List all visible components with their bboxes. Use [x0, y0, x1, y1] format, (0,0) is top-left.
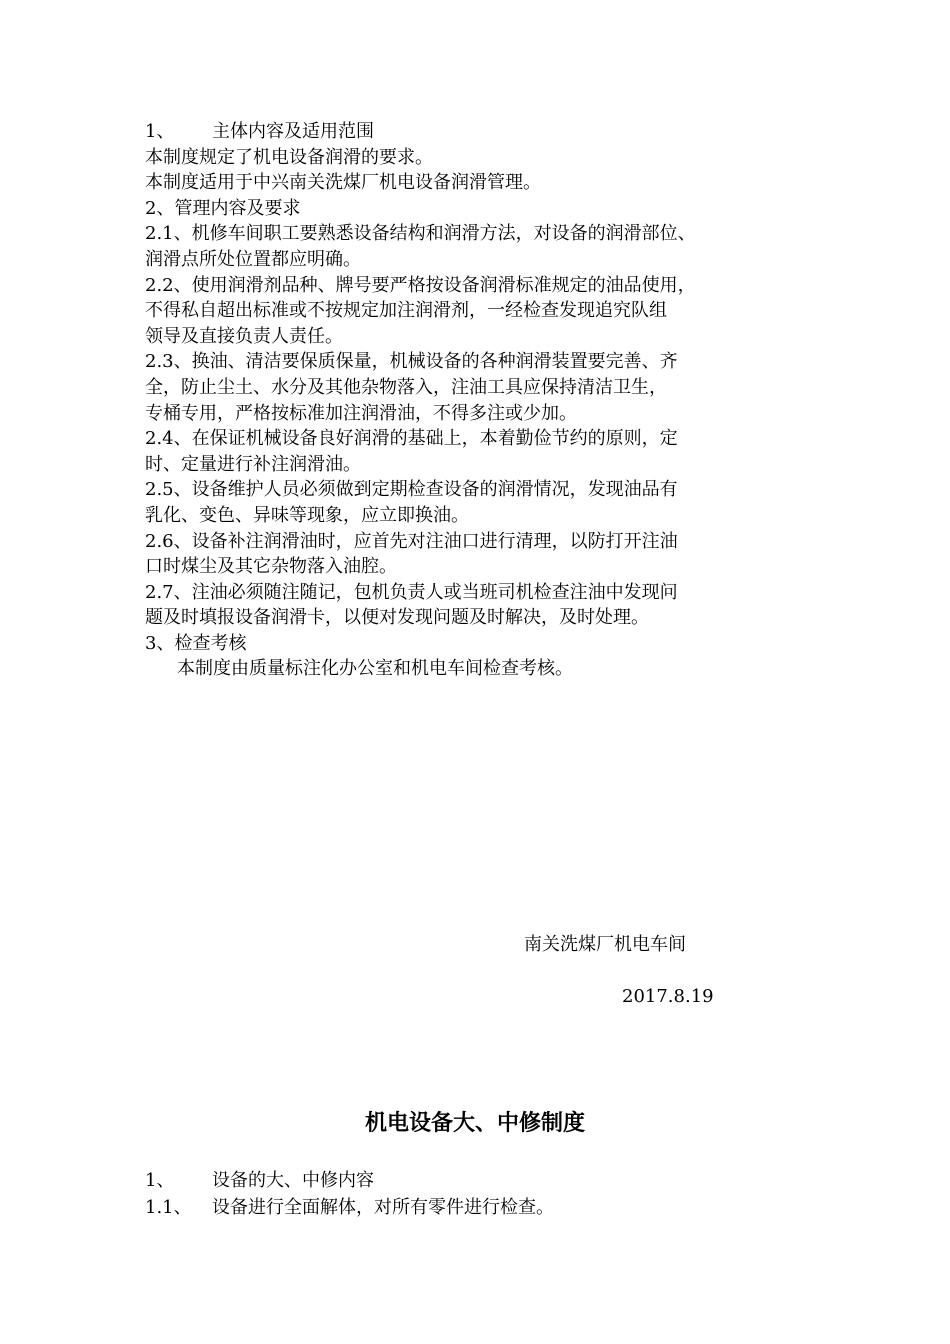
- paragraph-line: 全，防止尘土、水分及其他杂物落入，注油工具应保持清洁卫生，: [145, 376, 667, 398]
- signature-date: 2017.8.19: [622, 986, 714, 1007]
- overhaul-item-1: [145, 1167, 825, 1194]
- paragraph-line: 2.4、在保证机械设备良好润滑的基础上，本着勤俭节约的原则，定: [145, 428, 678, 450]
- paragraph-line: 领导及直接负责人责任。: [145, 325, 343, 347]
- lubrication-policy-section: [145, 119, 825, 682]
- item-text: 设备进行全面解体，对所有零件进行检查。: [212, 1197, 554, 1218]
- paragraph-line: 2.7、注油必须随注随记，包机负责人或当班司机检查注油中发现问: [145, 581, 678, 603]
- paragraph-line: 专桶专用，严格按标准加注润滑油，不得多注或少加。: [145, 402, 577, 424]
- paragraph-line: 2.2、使用润滑剂品种、牌号要严格按设备润滑标准规定的油品使用，: [145, 274, 696, 296]
- item-text: 设备的大、中修内容: [212, 1170, 374, 1191]
- paragraph-line: 2.5、设备维护人员必须做到定期检查设备的润滑情况，发现油品有: [145, 479, 678, 501]
- overhaul-policy-section: [145, 1167, 825, 1221]
- paragraph-line: 本制度规定了机电设备润滑的要求。: [145, 146, 433, 168]
- paragraph-line: 本制度适用于中兴南关洗煤厂机电设备润滑管理。: [145, 172, 541, 194]
- heading-number: 1、: [145, 121, 175, 142]
- overhaul-policy-title: 机电设备大、中修制度: [364, 1111, 585, 1136]
- heading-text: 主体内容及适用范围: [212, 121, 374, 142]
- closing-paragraph: 本制度由质量标注化办公室和机电车间检查考核。: [177, 658, 573, 680]
- paragraph-line: 润滑点所处位置都应明确。: [145, 248, 361, 270]
- paragraph-line: 2.6、设备补注润滑油时，应首先对注油口进行清理，以防打开注油: [145, 530, 678, 552]
- overhaul-item-1-1: [145, 1194, 825, 1221]
- paragraph-line: 口时煤尘及其它杂物落入油腔。: [145, 556, 397, 578]
- paragraph-line: 2.1、机修车间职工要熟悉设备结构和润滑方法，对设备的润滑部位、: [145, 223, 696, 245]
- signature-org: 南关洗煤厂机电车间: [524, 934, 686, 955]
- paragraph-line: 时、定量进行补注润滑油。: [145, 453, 361, 475]
- paragraph-line: 乳化、变色、异味等现象，应立即换油。: [145, 504, 469, 526]
- section-heading-3: 3、检查考核: [145, 632, 247, 654]
- paragraph-line: 2.3、换油、清洁要保质保量，机械设备的各种润滑装置要完善、齐: [145, 351, 678, 373]
- section-heading-2: 2、管理内容及要求: [145, 197, 301, 219]
- item-number: 1.1、: [145, 1197, 192, 1218]
- item-number: 1、: [145, 1170, 175, 1191]
- section-heading-1: [145, 119, 825, 145]
- paragraph-line: 题及时填报设备润滑卡，以便对发现问题及时解决，及时处理。: [145, 607, 649, 629]
- paragraph-line: 不得私自超出标准或不按规定加注润滑剂，一经检查发现追究队组: [145, 300, 667, 322]
